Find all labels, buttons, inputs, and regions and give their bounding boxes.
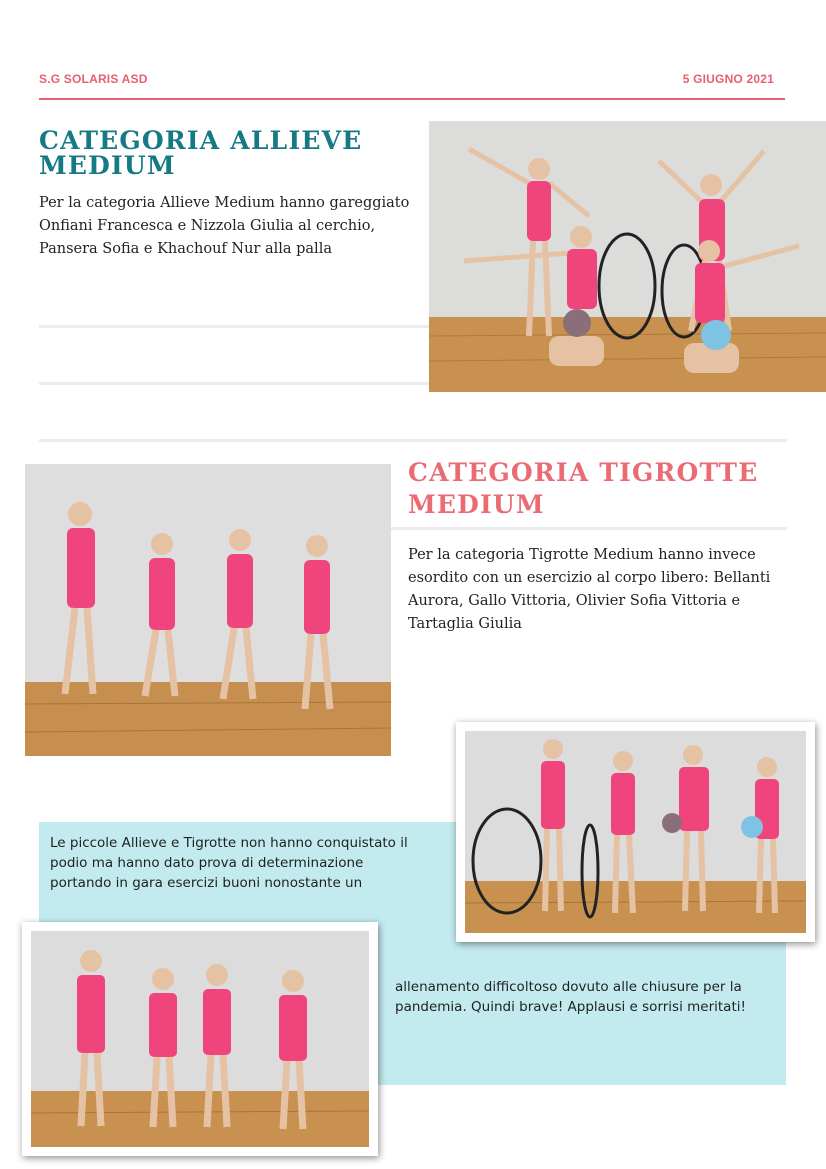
allieve-title-line1: CATEGORIA ALLIEVE <box>39 126 363 155</box>
header-date: 5 GIUGNO 2021 <box>682 72 774 86</box>
allieve-title-line2: MEDIUM <box>39 151 176 180</box>
allieve-text-line: Pansera Sofia e Khachouf Nur alla palla <box>39 241 332 257</box>
closing-text-top <box>50 833 450 893</box>
tigrotte-title-line2: MEDIUM <box>408 490 545 519</box>
closing-line: podio ma hanno dato prova di determinazione <box>50 855 364 871</box>
closing-line: Le piccole Allieve e Tigrotte non hanno conquistato il <box>50 835 408 851</box>
tigrotte-text-line: Aurora, Gallo Vittoria, Olivier Sofia Vittoria e <box>408 593 741 609</box>
tigrotte-title-line1: CATEGORIA TIGROTTE <box>408 458 759 487</box>
tigrotte-heading <box>408 457 798 521</box>
allieve-heading <box>39 128 419 178</box>
tigrotte-text-line: Tartaglia Giulia <box>408 616 522 632</box>
section-divider <box>39 439 787 442</box>
medals-group-photo <box>22 922 378 1156</box>
allieve-text-line: Onfiani Francesca e Nizzola Giulia al cerchio, <box>39 218 376 234</box>
divider <box>39 325 430 328</box>
divider <box>391 527 787 530</box>
tigrotte-text-line: esordito con un esercizio al corpo libero: Bellanti <box>408 570 771 586</box>
divider <box>39 382 430 385</box>
group-equipment-photo <box>456 722 815 942</box>
allieve-paragraph <box>39 192 419 261</box>
tigrotte-text-line: Per la categoria Tigrotte Medium hanno invece <box>408 547 756 563</box>
allieve-group-photo <box>429 121 826 392</box>
tigrotte-paragraph <box>408 544 798 636</box>
club-name: S.G SOLARIS ASD <box>39 72 148 86</box>
tigrotte-wall-photo <box>25 464 391 756</box>
closing-line: allenamento difficoltoso dovuto alle chiusure per la <box>395 979 742 995</box>
closing-line: pandemia. Quindi brave! Applausi e sorrisi meritati! <box>395 999 746 1015</box>
header-divider <box>39 98 785 100</box>
closing-text-bottom <box>395 977 785 1017</box>
allieve-text-line: Per la categoria Allieve Medium hanno gareggiato <box>39 195 410 211</box>
closing-line: portando in gara esercizi buoni nonostante un <box>50 875 363 891</box>
